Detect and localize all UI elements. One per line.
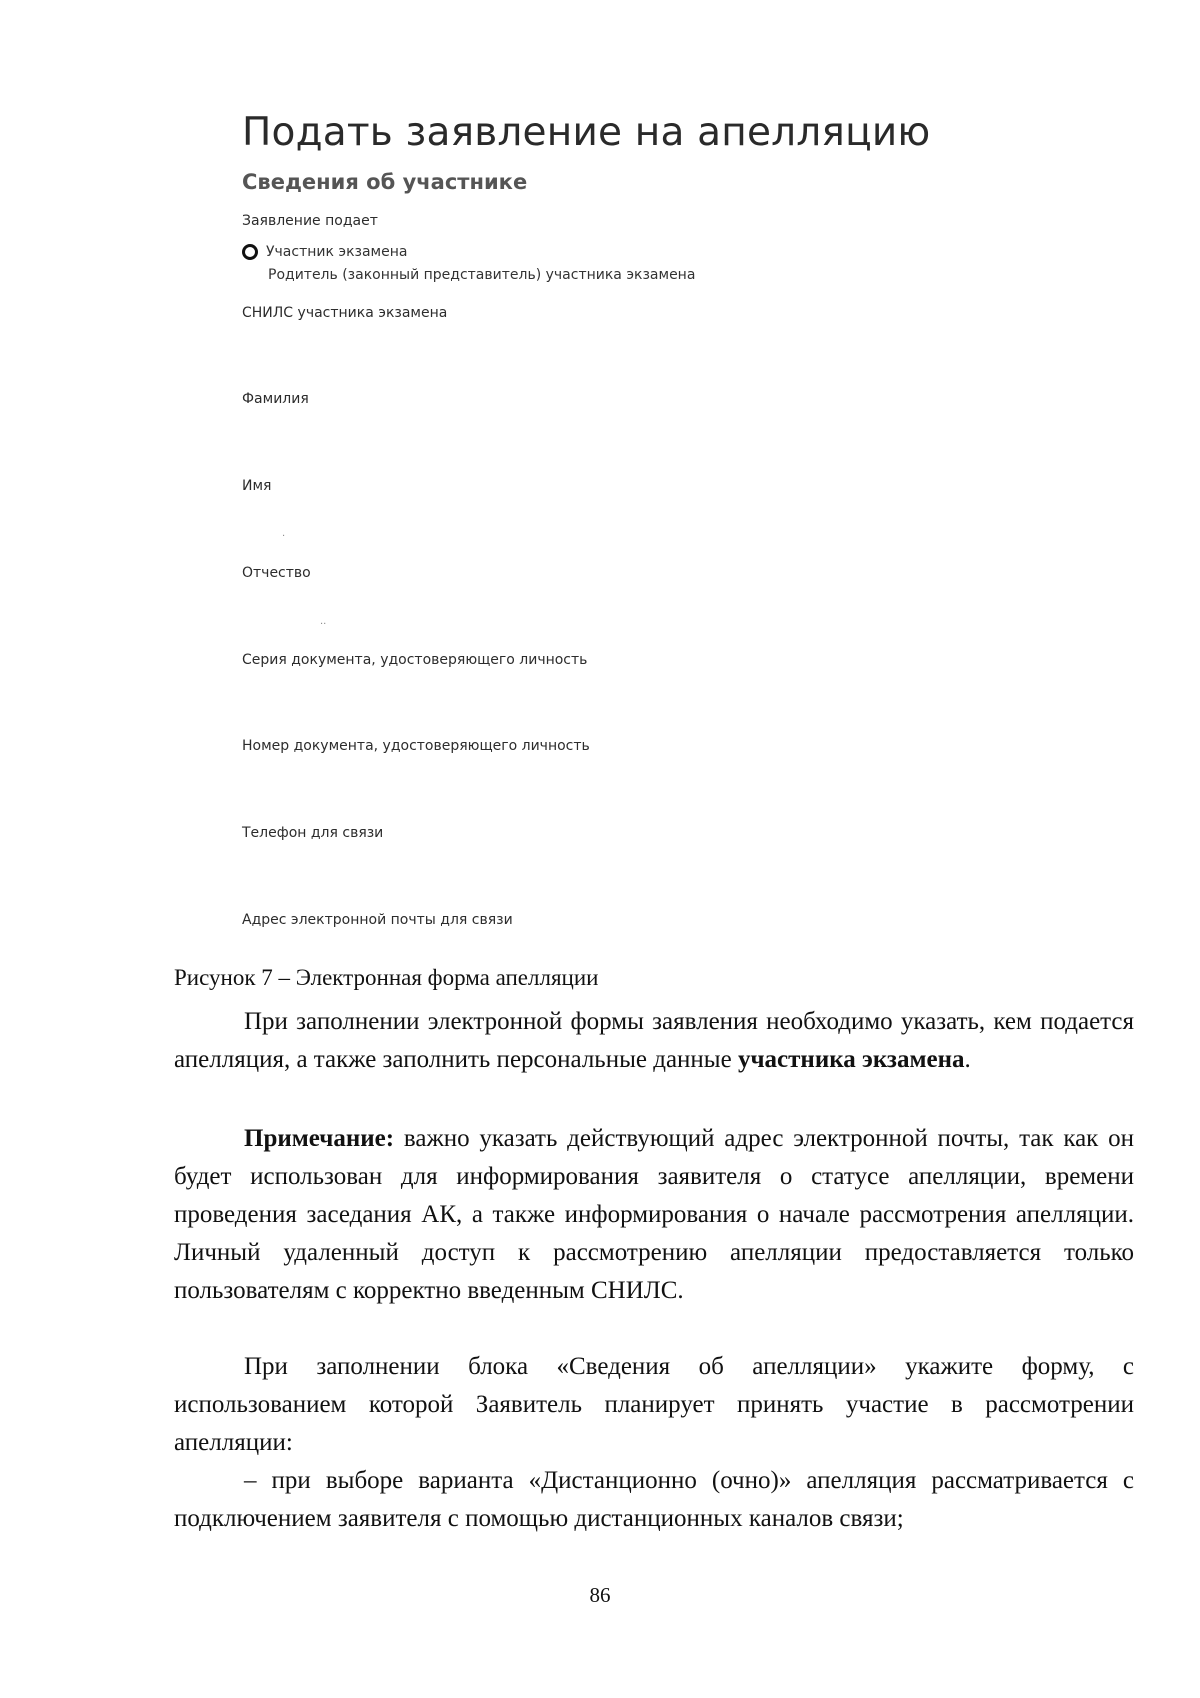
doc-series-input[interactable]	[242, 679, 702, 719]
paragraph-list-item	[174, 1462, 1134, 1538]
p1-bold: участника экзамена	[737, 1046, 965, 1073]
name-input[interactable]	[242, 505, 702, 545]
field-label-phone: Телефон для связи	[242, 825, 384, 841]
field-label-doc-number: Номер документа, удостоверяющего личность	[242, 738, 590, 754]
note-label: Примечание:	[244, 1125, 395, 1152]
figure-caption: Рисунок 7 – Электронная форма апелляции	[174, 965, 599, 990]
p1-text: При заполнении электронной формы заявления необходимо указать, кем подается апелляция, а также заполнить персональные данные	[174, 1008, 1134, 1073]
radio-selected-icon[interactable]	[242, 244, 258, 260]
patronymic-input[interactable]	[242, 592, 702, 632]
appeal-form-screenshot	[242, 110, 931, 946]
form-title: Подать заявление на апелляцию	[242, 110, 931, 155]
field-label-doc-series: Серия документа, удостоверяющего личность	[242, 652, 588, 668]
phone-input[interactable]	[242, 852, 702, 892]
field-label-email: Адрес электронной почты для связи	[242, 912, 513, 928]
snils-input[interactable]	[242, 332, 702, 372]
paragraph-note	[174, 1120, 1134, 1310]
field-label-name: Имя	[242, 478, 272, 494]
p3-text: При заполнении блока «Сведения об апелляции» укажите форму, с использованием которой Заявитель планирует принять участие в рассмотрении апелляции:	[174, 1353, 1134, 1456]
radio-option-parent[interactable]	[268, 267, 695, 283]
paragraph-appeal-block	[174, 1348, 1134, 1462]
section-title: Сведения об участнике	[242, 170, 528, 194]
field-label-snils: СНИЛС участника экзамена	[242, 305, 448, 321]
field-label-surname: Фамилия	[242, 391, 309, 407]
surname-input[interactable]	[242, 418, 702, 458]
artifact-dots: ··	[320, 619, 327, 630]
p4-text: – при выборе варианта «Дистанционно (очно)» апелляция рассматривается с подключением заявителя с помощью дистанционных каналов связи;	[174, 1467, 1134, 1532]
field-label-patronymic: Отчество	[242, 565, 311, 581]
paragraph-fill-form	[174, 1003, 1134, 1079]
radio-label-parent: Родитель (законный представитель) участника экзамена	[268, 267, 696, 283]
artifact-dot: ·	[282, 531, 286, 542]
page-number: 86	[589, 1583, 611, 1607]
doc-number-input[interactable]	[242, 765, 702, 805]
p2-text: важно указать действующий адрес электронной почты, так как он будет использован для информирования заявителя о статусе апелляции, времени проведения заседания АК, а также информирования о начале рассмотрения апелляции. Личный удаленный доступ к рассмотрению апелляции предоставляется только пользователям с корректно введенным СНИЛС.	[174, 1125, 1134, 1304]
radio-option-participant[interactable]	[242, 244, 407, 260]
radio-label-participant: Участник экзамена	[266, 244, 408, 260]
p1-end: .	[964, 1046, 971, 1073]
submitter-label: Заявление подает	[242, 213, 378, 229]
